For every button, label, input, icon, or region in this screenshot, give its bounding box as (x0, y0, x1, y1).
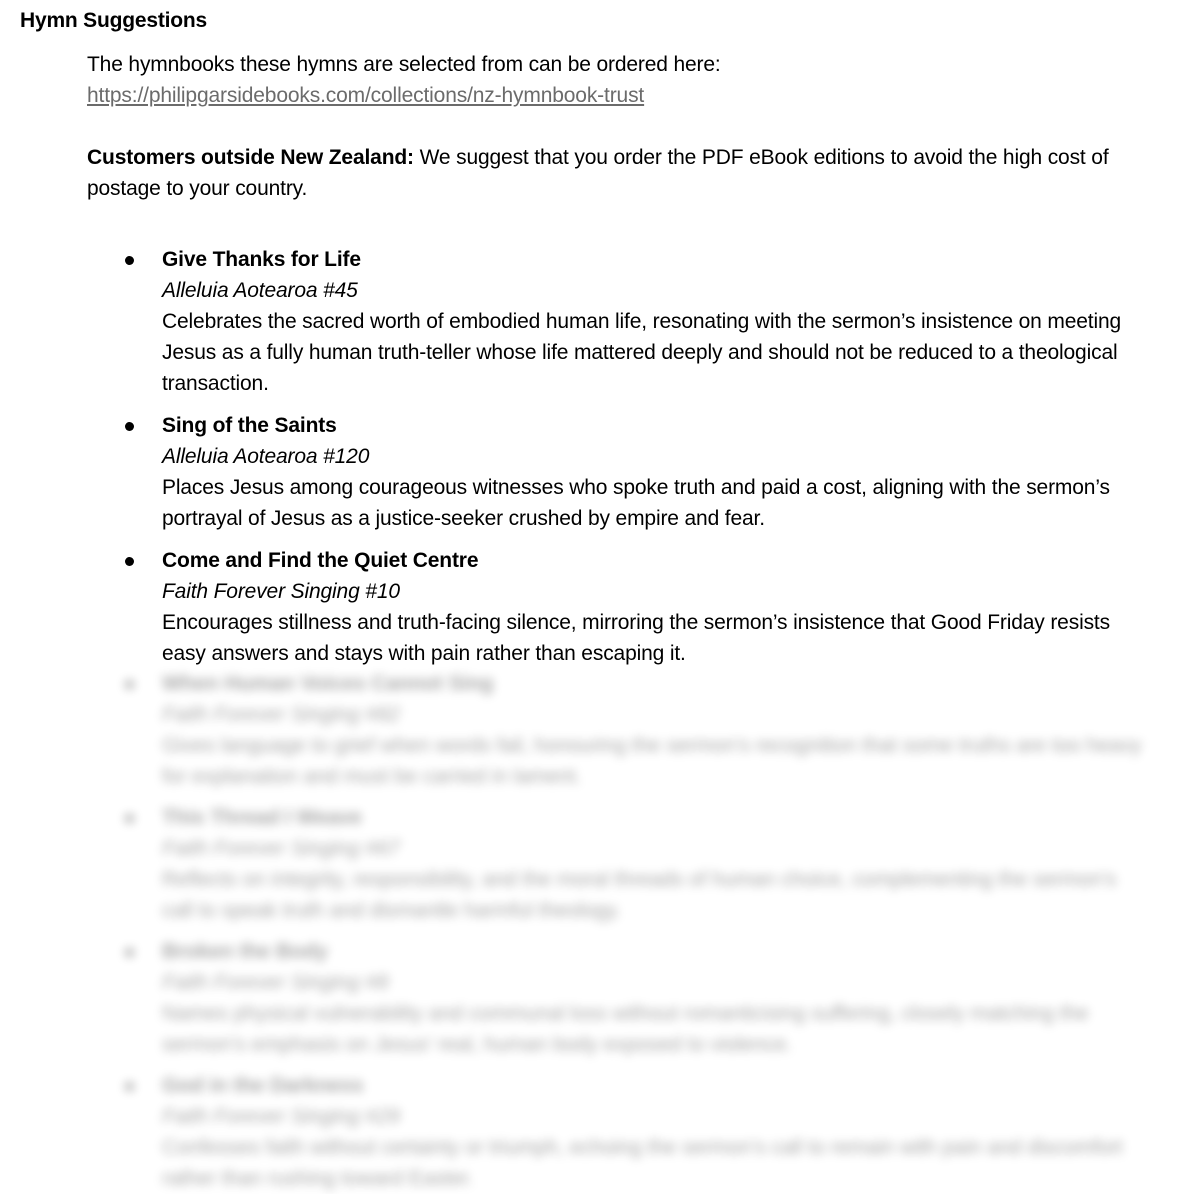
bullet-icon (125, 1082, 134, 1091)
hymn-source: Alleluia Aotearoa #45 (162, 279, 358, 302)
hymn-title: Sing of the Saints (162, 414, 337, 437)
hymn-list (0, 244, 1178, 680)
hymn-description: Celebrates the sacred worth of embodied human life, resonating with the sermon’s insistence on meeting Jesus as a fully human truth-teller whose life mattered deeply and should not be reduced to a theological transaction. (162, 310, 1122, 395)
hymn-item-blurred (0, 936, 1178, 1060)
hymn-title: Give Thanks for Life (162, 248, 361, 271)
page-heading: Hymn Suggestions (20, 9, 207, 32)
notice-text: We suggest that you order the PDF eBook editions to avoid the high cost of postage to your country. (87, 146, 1109, 200)
blurred-hymn-list (0, 668, 1178, 1188)
hymn-source: Faith Forever Singing #67 (162, 837, 400, 860)
hymn-item (0, 410, 1178, 534)
hymn-description: Gives language to grief when words fail, honouring the sermon’s recognition that some truths are too heavy for explanation and must be carried in lament. (162, 734, 1142, 788)
hymn-description: Confesses faith without certainty or triumph, echoing the sermon’s call to remain with pain and discomfort rather than rushing toward Easter. (162, 1136, 1123, 1190)
hymn-title: Broken the Body (162, 940, 328, 963)
hymn-title: Come and Find the Quiet Centre (162, 549, 479, 572)
hymn-item-blurred (0, 802, 1178, 926)
notice-label: Customers outside New Zealand: (87, 146, 414, 169)
hymn-source: Alleluia Aotearoa #120 (162, 445, 370, 468)
hymn-title: When Human Voices Cannot Sing (162, 672, 494, 695)
hymnbook-order-link[interactable]: https://philipgarsidebooks.com/collections/nz-hymnbook-trust (87, 84, 645, 107)
hymn-item-blurred (0, 1070, 1178, 1194)
intro-section (87, 49, 1157, 204)
hymn-source: Faith Forever Singing #8 (162, 971, 389, 994)
hymn-description: Names physical vulnerability and communal loss without romanticising suffering, closely matching the sermon’s emphasis on Jesus’ real, human body exposed to violence. (162, 1002, 1089, 1056)
hymn-description: Places Jesus among courageous witnesses who spoke truth and paid a cost, aligning with the sermon’s portrayal of Jesus as a justice-seeker crushed by empire and fear. (162, 476, 1110, 530)
hymn-item (0, 244, 1178, 399)
international-notice (87, 142, 1157, 204)
hymn-item (0, 545, 1178, 669)
hymn-source: Faith Forever Singing #82 (162, 703, 400, 726)
bullet-icon (125, 680, 134, 689)
bullet-icon (125, 256, 134, 265)
bullet-icon (125, 557, 134, 566)
bullet-icon (125, 948, 134, 957)
hymn-description: Encourages stillness and truth-facing silence, mirroring the sermon’s insistence that Good Friday resists easy answers and stays with pain rather than escaping it. (162, 611, 1110, 665)
bullet-icon (125, 422, 134, 431)
hymn-title: This Thread I Weave (162, 806, 362, 829)
hymn-source: Faith Forever Singing #10 (162, 580, 400, 603)
hymn-item-blurred (0, 668, 1178, 792)
hymn-title: God in the Darkness (162, 1074, 364, 1097)
hymn-description: Reflects on integrity, responsibility, and the moral threads of human choice, complementing the sermon’s call to speak truth and dismantle harmful theology. (162, 868, 1117, 922)
intro-text: The hymnbooks these hymns are selected from can be ordered here: (87, 53, 721, 76)
hymn-source: Faith Forever Singing #29 (162, 1105, 400, 1128)
bullet-icon (125, 814, 134, 823)
